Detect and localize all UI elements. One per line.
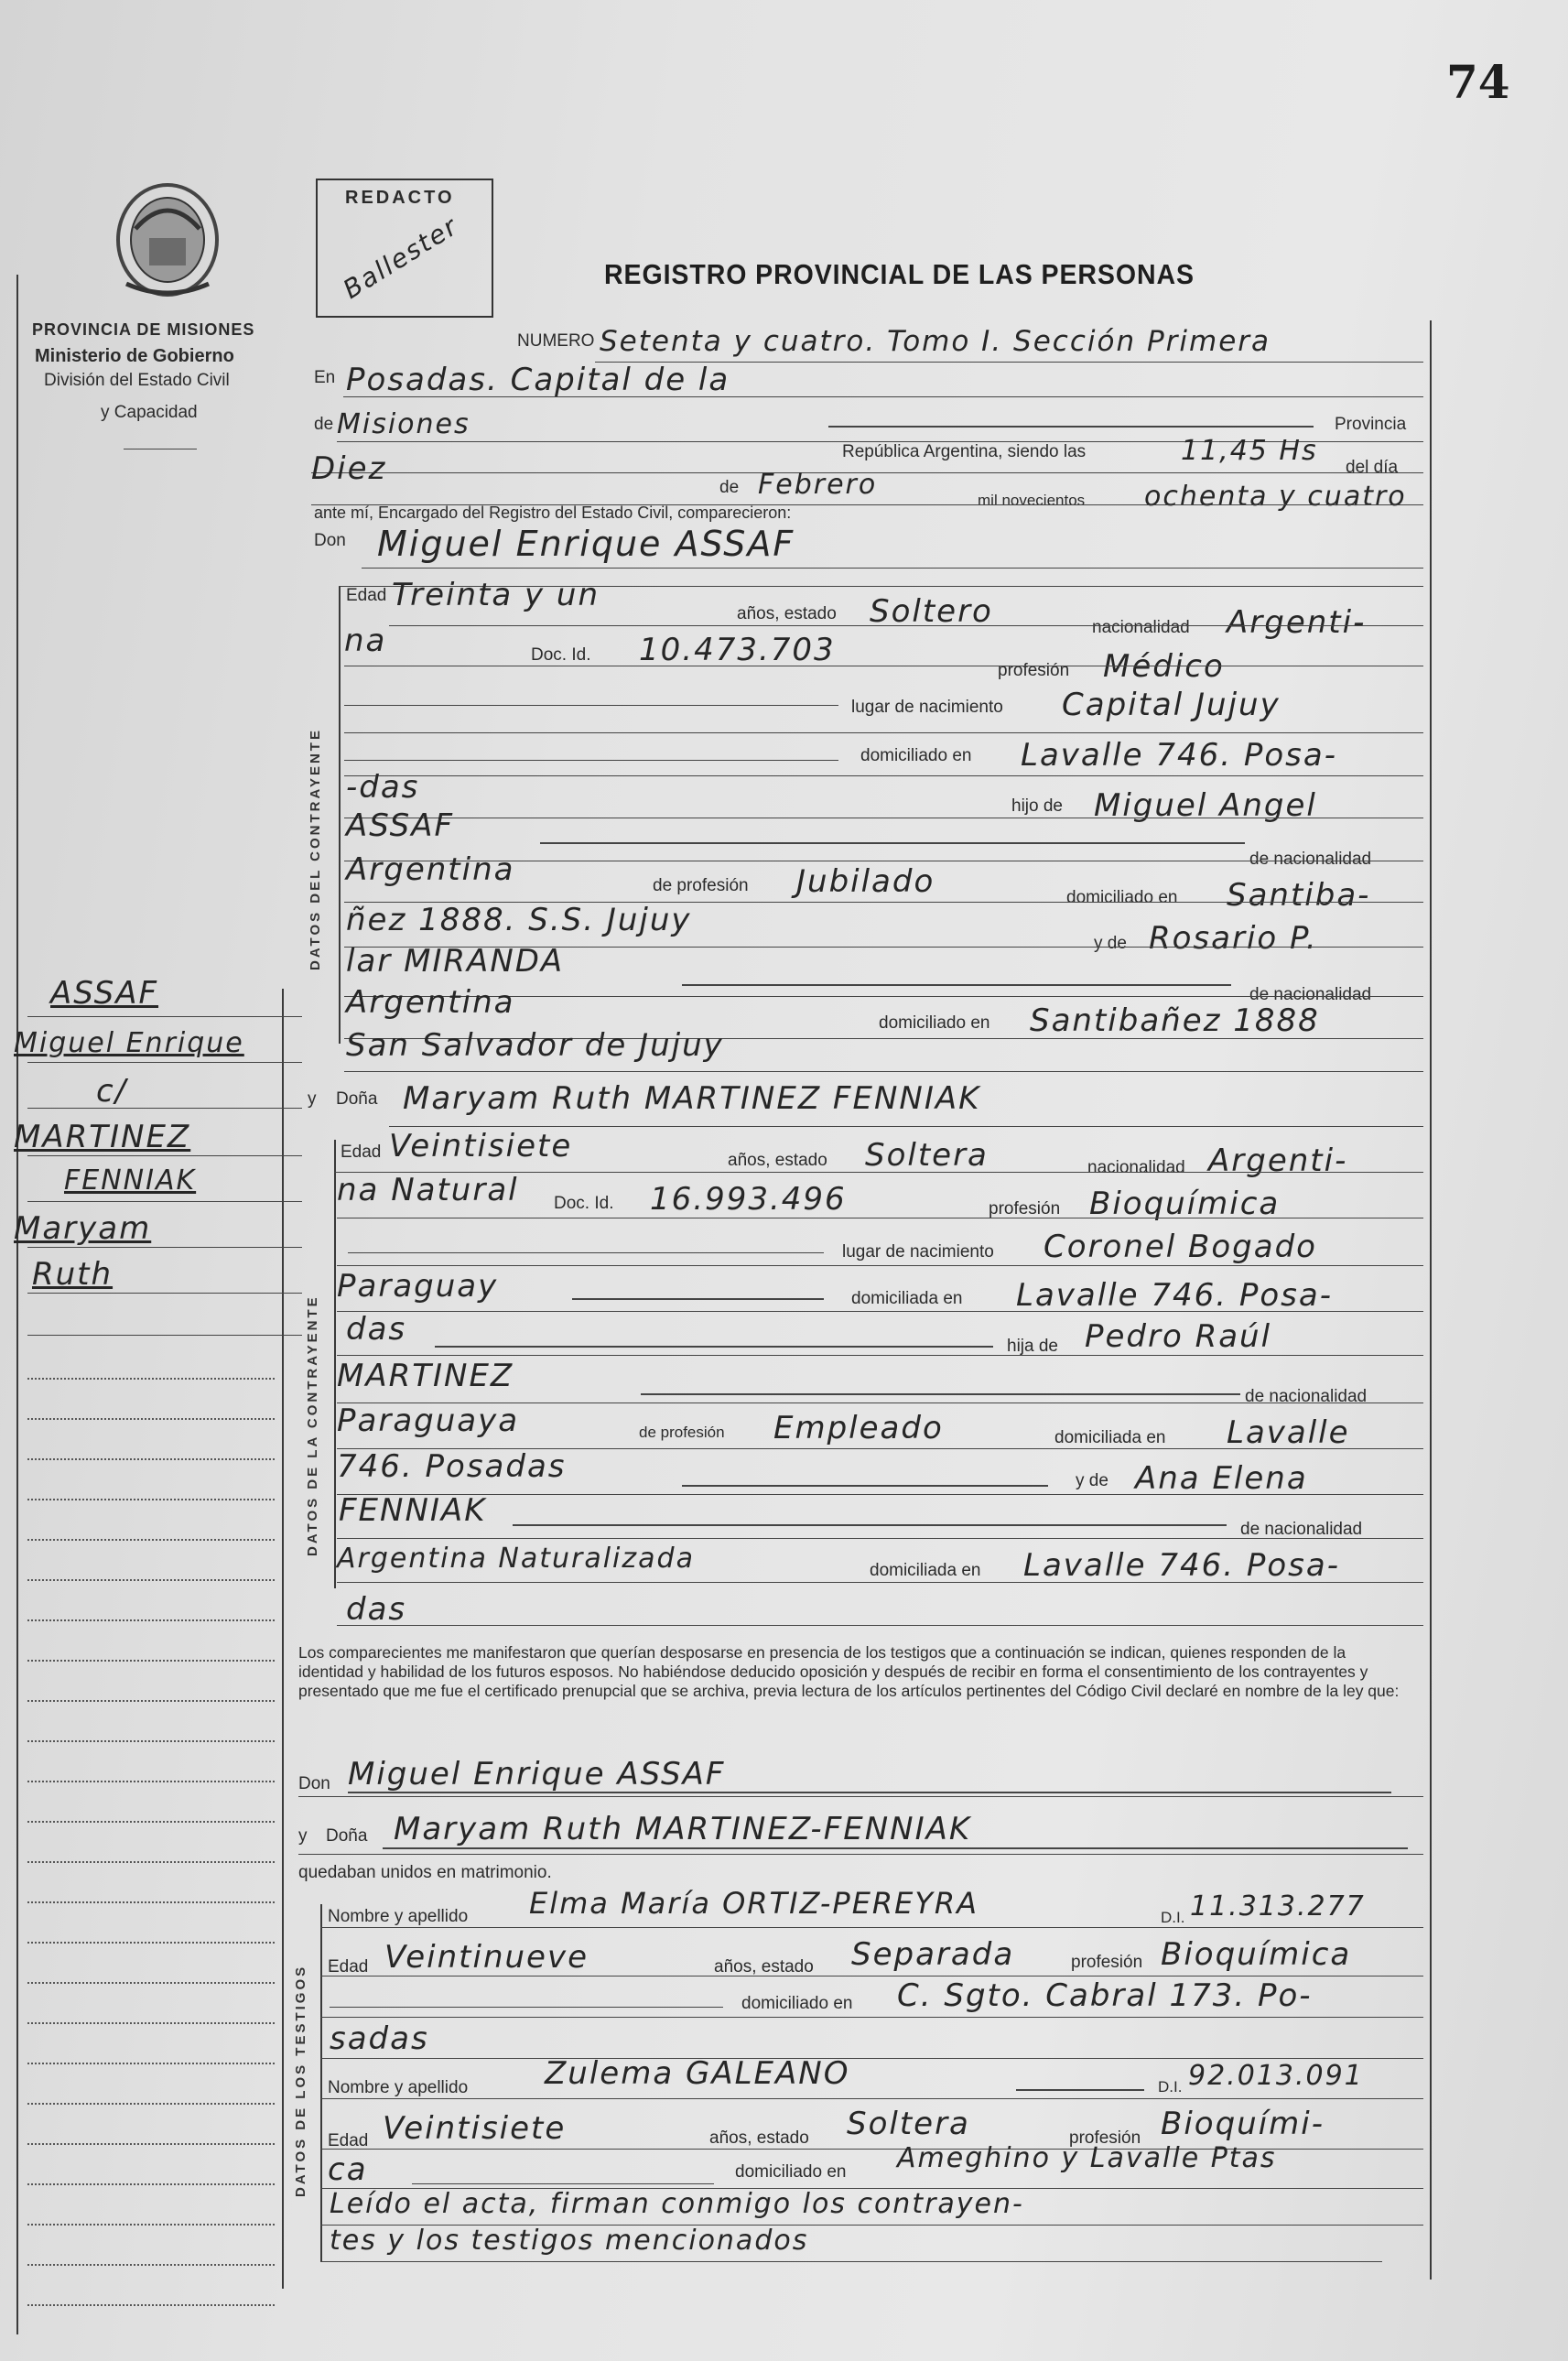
margin-dotted-line xyxy=(27,1499,275,1500)
anos-label: años, estado xyxy=(737,604,837,623)
doc-label: Doc. Id. xyxy=(531,645,591,665)
madre-nac: Argentina xyxy=(346,984,515,1021)
numero-value: Setenta y cuatro. Tomo I. Sección Primera xyxy=(600,325,1271,358)
t2-edad-label: Edad xyxy=(328,2131,369,2150)
de-nac-f-label-1: de nacionalidad xyxy=(1245,1387,1368,1406)
margin-dotted-line xyxy=(27,2022,275,2024)
margin-dotted-line xyxy=(27,1458,275,1460)
y-label: y xyxy=(308,1089,317,1109)
hija-label: hija de xyxy=(1007,1337,1058,1356)
doc-value: 10.473.703 xyxy=(639,632,836,668)
padre-apellido: ASSAF xyxy=(346,807,455,844)
decl-dona-value: Maryam Ruth MARTINEZ-FENNIAK xyxy=(394,1811,972,1847)
t1-di-label: D.I. xyxy=(1161,1909,1185,1926)
de-prof-label: de profesión xyxy=(653,876,749,895)
nac-value: Argenti- xyxy=(1227,604,1367,641)
del-dia-label: del día xyxy=(1346,458,1399,477)
margin-dotted-line xyxy=(27,1821,275,1823)
lugar-value: Capital Jujuy xyxy=(1062,687,1281,723)
madre-dom-cont: San Salvador de Jujuy xyxy=(346,1027,724,1064)
mil-label: mil novecientos xyxy=(978,492,1086,509)
section-label-contrayente-f: DATOS DE LA CONTRAYENTE xyxy=(305,1294,320,1556)
margin-dotted-line xyxy=(27,1942,275,1944)
madre-f-nac: Argentina Naturalizada xyxy=(337,1543,695,1575)
madre-dom: Santibañez 1888 xyxy=(1030,1002,1320,1039)
madre-dom-label: domiciliado en xyxy=(879,1013,990,1033)
redacto-box xyxy=(316,179,493,318)
margin-dotted-line xyxy=(27,1740,275,1742)
t1-dom-cont: sadas xyxy=(330,2020,429,2057)
lugar-f-cont: Paraguay xyxy=(337,1268,499,1305)
t1-nombre: Elma María ORTIZ-PEREYRA xyxy=(529,1886,979,1921)
madre-cont: lar MIRANDA xyxy=(346,943,565,980)
margin-dotted-line xyxy=(27,1660,275,1662)
nac-f-label: nacionalidad xyxy=(1087,1158,1185,1177)
doc-f-value: 16.993.496 xyxy=(650,1181,847,1218)
provincia-label: Provincia xyxy=(1335,415,1407,434)
margin-dotted-line xyxy=(27,2063,275,2064)
section-label-contrayente: DATOS DEL CONTRAYENTE xyxy=(308,728,323,970)
redacto-label: REDACTO xyxy=(345,188,455,208)
decl-don-value: Miguel Enrique ASSAF xyxy=(348,1756,726,1792)
decl-don-label: Don xyxy=(298,1774,330,1793)
dom-label: domiciliado en xyxy=(860,746,972,765)
estado-f-value: Soltera xyxy=(865,1137,989,1174)
t2-di: 92.013.091 xyxy=(1188,2060,1364,2092)
margin-note-7: Ruth xyxy=(32,1256,114,1293)
madre-f-dom-cont: das xyxy=(346,1591,407,1628)
nac-f-value: Argenti- xyxy=(1208,1143,1348,1179)
edad-label: Edad xyxy=(346,586,387,605)
padre-nac: Argentina xyxy=(346,851,515,888)
hijo-label: hijo de xyxy=(1011,796,1063,816)
madre-f-dom: Lavalle 746. Posa- xyxy=(1023,1547,1340,1584)
lugar-label: lugar de nacimiento xyxy=(851,698,1003,717)
y-de-f-label: y de xyxy=(1076,1471,1108,1490)
de-prof-f-label: de profesión xyxy=(639,1424,725,1441)
en-value: Posadas. Capital de la xyxy=(346,362,730,398)
t2-nombre: Zulema GALEANO xyxy=(545,2055,850,2092)
province-heading: PROVINCIA DE MISIONES xyxy=(32,320,255,339)
dom-f-cont: das xyxy=(346,1311,407,1348)
division-line-2: y Capacidad xyxy=(101,403,198,422)
t1-prof-label: profesión xyxy=(1071,1953,1143,1972)
margin-dotted-line xyxy=(27,1619,275,1621)
t1-anos-label: años, estado xyxy=(714,1957,814,1977)
anos-f-label: años, estado xyxy=(728,1151,827,1170)
nac-cont: na xyxy=(344,623,387,659)
madre-f-value: Ana Elena xyxy=(1135,1460,1308,1497)
edad-value: Treinta y un xyxy=(392,577,600,613)
anio-value: ochenta y cuatro xyxy=(1144,481,1407,513)
margin-dotted-line xyxy=(27,1781,275,1782)
t2-prof-label: profesión xyxy=(1069,2128,1141,2148)
de-nac-label-1: de nacionalidad xyxy=(1249,850,1372,869)
page-title: REGISTRO PROVINCIAL DE LAS PERSONAS xyxy=(604,258,1195,290)
padre-f-dom-cont: 746. Posadas xyxy=(337,1448,567,1485)
margin-note-6: Maryam xyxy=(14,1210,152,1247)
t1-dom-label: domiciliado en xyxy=(741,1994,853,2013)
margin-dotted-line xyxy=(27,1901,275,1903)
de-nac-label-2: de nacionalidad xyxy=(1249,985,1372,1004)
nac-f-cont: na Natural xyxy=(337,1172,519,1208)
don-value: Miguel Enrique ASSAF xyxy=(377,524,795,564)
margin-dotted-line xyxy=(27,2103,275,2105)
margin-dotted-line xyxy=(27,1861,275,1863)
de-nac-f-label-2: de nacionalidad xyxy=(1240,1520,1363,1539)
y-de-label: y de xyxy=(1094,934,1127,953)
mes-label: de xyxy=(719,478,740,497)
padre-prof: Jubilado xyxy=(796,863,935,900)
t1-edad: Veintinueve xyxy=(384,1939,589,1976)
mes-value: Febrero xyxy=(758,469,878,501)
hora-value: 11,45 Hs xyxy=(1181,435,1318,467)
margin-dotted-line xyxy=(27,2224,275,2226)
padre-value: Miguel Angel xyxy=(1094,787,1317,824)
padre-f-dom-label: domiciliada en xyxy=(1054,1428,1166,1447)
estado-value: Soltero xyxy=(870,593,993,630)
margin-dotted-line xyxy=(27,1539,275,1541)
dom-cont: -das xyxy=(346,769,420,806)
padre-dom: Santiba- xyxy=(1227,877,1371,914)
page-number: 74 xyxy=(1446,55,1510,109)
margin-note-2: Miguel Enrique xyxy=(14,1027,244,1059)
division-line-1: División del Estado Civil xyxy=(44,371,230,390)
t2-di-label: D.I. xyxy=(1158,2078,1183,2096)
madre-f-apellido: FENNIAK xyxy=(339,1492,487,1529)
prof-label: profesión xyxy=(998,661,1070,680)
t1-estado: Separada xyxy=(851,1936,1015,1973)
redacto-signature: Ballester xyxy=(338,211,464,305)
decl-closing: quedaban unidos en matrimonio. xyxy=(298,1863,552,1882)
t2-anos-label: años, estado xyxy=(709,2128,809,2148)
t1-di: 11.313.277 xyxy=(1190,1890,1366,1922)
decl-y-label: y xyxy=(298,1826,308,1846)
t2-nombre-label: Nombre y apellido xyxy=(328,2078,469,2097)
t1-prof: Bioquímica xyxy=(1161,1936,1352,1973)
dom-f-value: Lavalle 746. Posa- xyxy=(1016,1277,1333,1314)
margin-note-5: FENNIAK xyxy=(64,1164,197,1197)
margin-note-1: ASSAF xyxy=(50,975,159,1012)
dona-label: Doña xyxy=(336,1089,378,1109)
edad-f-value: Veintisiete xyxy=(389,1128,573,1164)
margin-dotted-line xyxy=(27,2183,275,2185)
doc-f-label: Doc. Id. xyxy=(554,1194,614,1213)
t2-prof: Bioquími- xyxy=(1161,2106,1325,2142)
margin-note-4: MARTINEZ xyxy=(14,1119,191,1155)
padre-f-dom: Lavalle xyxy=(1227,1414,1350,1451)
closing-line-1: Leído el acta, firman conmigo los contrayen- xyxy=(330,2188,1024,2220)
padre-f-nac: Paraguaya xyxy=(337,1403,520,1439)
margin-dotted-line xyxy=(27,1982,275,1984)
madre-value: Rosario P. xyxy=(1149,920,1318,957)
prof-value: Médico xyxy=(1103,648,1225,685)
closing-line-2: tes y los testigos mencionados xyxy=(330,2225,809,2257)
don-label: Don xyxy=(314,531,346,550)
padre-dom-cont: ñez 1888. S.S. Jujuy xyxy=(346,902,692,938)
t2-edad: Veintisiete xyxy=(383,2110,567,2147)
margin-dotted-line xyxy=(27,1579,275,1581)
padre-f-value: Pedro Raúl xyxy=(1085,1318,1272,1355)
madre-f-dom-label: domiciliada en xyxy=(870,1561,981,1580)
margin-dotted-line xyxy=(27,1700,275,1702)
margin-dotted-line xyxy=(27,1378,275,1380)
dom2-label: domiciliado en xyxy=(1066,888,1178,907)
lugar-f-value: Coronel Bogado xyxy=(1044,1229,1317,1265)
lugar-f-label: lugar de nacimiento xyxy=(842,1242,994,1262)
padre-f-apellido: MARTINEZ xyxy=(337,1358,514,1394)
ministry-heading: Ministerio de Gobierno xyxy=(35,346,234,366)
t2-estado: Soltera xyxy=(847,2106,970,2142)
dia-value: Diez xyxy=(311,450,387,487)
decl-dona-label: Doña xyxy=(326,1826,368,1846)
edad-f-label: Edad xyxy=(341,1143,382,1162)
padre-f-prof: Empleado xyxy=(773,1410,944,1446)
t2-dom: Ameghino y Lavalle Ptas xyxy=(897,2142,1277,2174)
t1-dom: C. Sgto. Cabral 173. Po- xyxy=(897,1977,1313,2014)
republica-label: República Argentina, siendo las xyxy=(842,442,1087,461)
declaration-text: Los comparecientes me manifestaron que querían desposarse en presencia de los testigos que a continuación se indican, quienes responden de la identidad y habilidad de los futuros esposos. No habiéndose deducido oposición y después de recibir en forma el consentimiento de los contrayentes y presentado que me fue el certificado prenupcial que se archiva, previa lectura de los artículos pertinentes del Código Civil declaré en nombre de la ley que: xyxy=(298,1643,1400,1700)
provincial-seal xyxy=(108,174,227,302)
t1-edad-label: Edad xyxy=(328,1957,369,1977)
ante-text: ante mí, Encargado del Registro del Estado Civil, comparecieron: xyxy=(314,504,792,522)
section-label-testigos: DATOS DE LOS TESTIGOS xyxy=(293,1964,308,2197)
margin-dotted-line xyxy=(27,1418,275,1420)
de-label: de xyxy=(314,415,334,434)
t2-prof-cont: ca xyxy=(328,2151,368,2188)
margin-dotted-line xyxy=(27,2143,275,2145)
dom-value: Lavalle 746. Posa- xyxy=(1021,737,1337,774)
margin-dotted-line xyxy=(27,2304,275,2306)
dona-value: Maryam Ruth MARTINEZ FENNIAK xyxy=(403,1080,981,1117)
en-label: En xyxy=(314,368,336,387)
nac-label: nacionalidad xyxy=(1092,618,1190,637)
t2-dom-label: domiciliado en xyxy=(735,2162,847,2182)
prof-f-label: profesión xyxy=(989,1199,1061,1218)
de-value: Misiones xyxy=(337,408,470,440)
numero-label: NUMERO xyxy=(517,331,595,351)
margin-note-3: c/ xyxy=(96,1073,128,1110)
t1-nombre-label: Nombre y apellido xyxy=(328,1907,469,1926)
dom-f-label: domiciliada en xyxy=(851,1289,963,1308)
margin-dotted-line xyxy=(27,2264,275,2266)
prof-f-value: Bioquímica xyxy=(1089,1186,1281,1222)
